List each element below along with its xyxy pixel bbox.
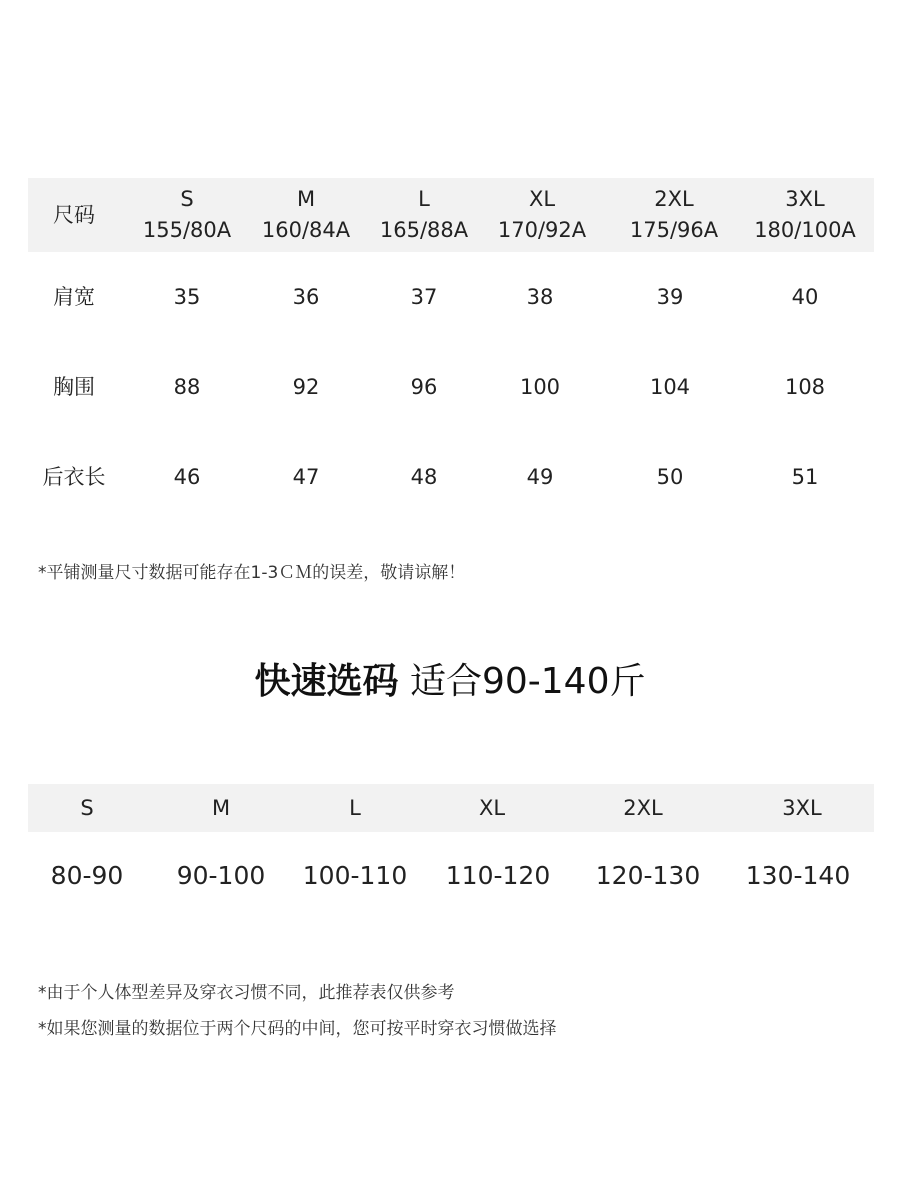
footnote-reference: *由于个人体型差异及穿衣习惯不同，此推荐表仅供参考 bbox=[38, 983, 455, 1003]
table-cell: 35 bbox=[173, 284, 201, 309]
quick-select-title bbox=[0, 656, 900, 708]
quick-select-table bbox=[28, 784, 874, 918]
row-label: 后衣长 bbox=[42, 464, 106, 489]
size-name: L bbox=[418, 187, 430, 211]
size-spec: 165/88A bbox=[379, 218, 469, 242]
size-name: 2XL bbox=[654, 187, 694, 211]
size-spec: 155/80A bbox=[142, 218, 232, 242]
table-cell: 96 bbox=[410, 374, 438, 399]
weight-range: 90-100 bbox=[176, 860, 266, 890]
quick-size-l: L bbox=[349, 795, 361, 820]
row-label: 胸围 bbox=[53, 374, 95, 399]
size-column-xl bbox=[498, 178, 586, 252]
quick-select-weights-row bbox=[28, 832, 874, 918]
size-spec: 180/100A bbox=[754, 218, 856, 242]
measure-error-note: *平铺测量尺寸数据可能存在1-3ＣＭ的误差，敬请谅解！ bbox=[38, 563, 466, 583]
footnote-between-sizes: *如果您测量的数据位于两个尺码的中间，您可按平时穿衣习惯做选择 bbox=[38, 1019, 557, 1039]
table-cell: 46 bbox=[173, 464, 201, 489]
size-name: S bbox=[180, 187, 194, 211]
table-cell: 39 bbox=[656, 284, 684, 309]
size-column-s bbox=[143, 178, 231, 252]
quick-size-m: M bbox=[211, 795, 231, 820]
table-cell: 38 bbox=[526, 284, 554, 309]
size-column-2xl bbox=[630, 178, 718, 252]
size-column-l bbox=[380, 178, 468, 252]
quick-size-xl: XL bbox=[478, 795, 506, 820]
table-cell: 36 bbox=[292, 284, 320, 309]
quick-select-title-rest: 适合90-140斤 bbox=[409, 661, 646, 702]
weight-range: 100-110 bbox=[302, 860, 408, 890]
table-cell: 92 bbox=[292, 374, 320, 399]
size-column-m bbox=[262, 178, 350, 252]
weight-range: 80-90 bbox=[50, 860, 124, 890]
table-cell: 100 bbox=[519, 374, 561, 399]
table-cell: 47 bbox=[292, 464, 320, 489]
row-label: 肩宽 bbox=[53, 284, 95, 309]
quick-size-s: S bbox=[80, 795, 94, 820]
table-row-chest bbox=[28, 342, 874, 432]
weight-range: 120-130 bbox=[595, 860, 701, 890]
size-chart-table bbox=[28, 178, 874, 522]
quick-select-title-strong: 快速选码 bbox=[254, 661, 399, 702]
size-spec: 175/96A bbox=[629, 218, 719, 242]
weight-range: 130-140 bbox=[745, 860, 851, 890]
table-row-shoulder bbox=[28, 252, 874, 342]
size-name: XL bbox=[528, 187, 556, 211]
table-cell: 104 bbox=[649, 374, 691, 399]
table-cell: 48 bbox=[410, 464, 438, 489]
quick-select-header bbox=[28, 784, 874, 832]
size-chart-header bbox=[28, 178, 874, 252]
size-spec: 160/84A bbox=[261, 218, 351, 242]
size-name: 3XL bbox=[785, 187, 825, 211]
table-cell: 51 bbox=[791, 464, 819, 489]
table-cell: 37 bbox=[410, 284, 438, 309]
size-header-label: 尺码 bbox=[53, 202, 95, 227]
table-row-back-length bbox=[28, 432, 874, 522]
quick-size-3xl: 3XL bbox=[782, 795, 822, 820]
size-column-3xl bbox=[754, 178, 856, 252]
weight-range: 110-120 bbox=[445, 860, 551, 890]
table-cell: 40 bbox=[791, 284, 819, 309]
table-cell: 88 bbox=[173, 374, 201, 399]
table-cell: 108 bbox=[784, 374, 826, 399]
size-spec: 170/92A bbox=[497, 218, 587, 242]
table-cell: 50 bbox=[656, 464, 684, 489]
quick-size-2xl: 2XL bbox=[623, 795, 663, 820]
table-cell: 49 bbox=[526, 464, 554, 489]
size-name: M bbox=[296, 187, 316, 211]
